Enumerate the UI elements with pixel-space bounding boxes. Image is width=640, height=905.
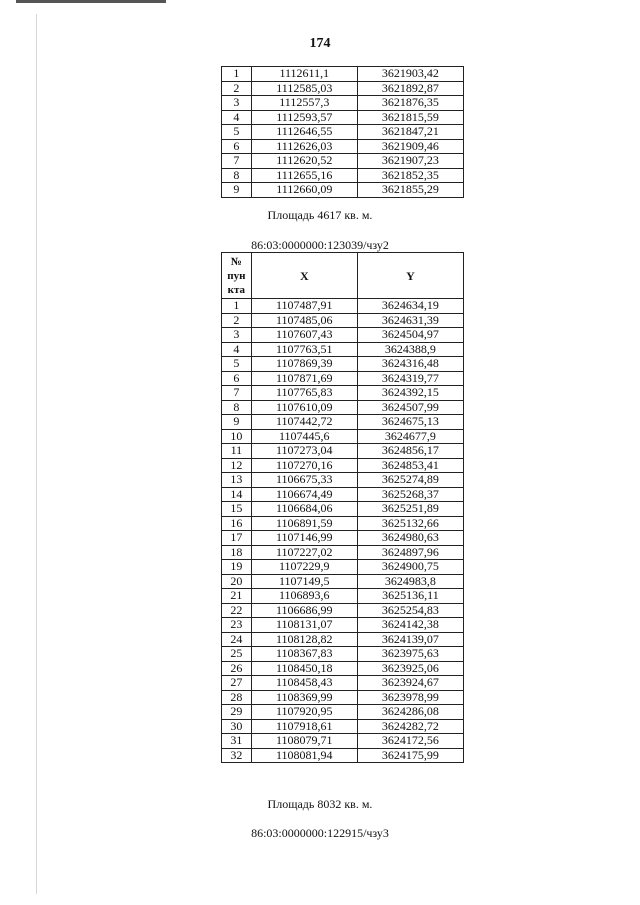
point-number-cell: 2 <box>222 313 252 328</box>
table-row <box>222 357 464 372</box>
x-coordinate-cell: 1107227,02 <box>251 545 357 560</box>
table-row <box>222 168 464 183</box>
y-coordinate-cell: 3621852,35 <box>357 168 463 183</box>
table-row <box>222 589 464 604</box>
x-coordinate-cell: 1112593,57 <box>251 110 357 125</box>
table-row <box>222 748 464 763</box>
x-coordinate-cell: 1112655,16 <box>251 168 357 183</box>
point-number-cell: 28 <box>222 690 252 705</box>
point-number-cell: 32 <box>222 748 252 763</box>
table-row <box>222 154 464 169</box>
y-coordinate-cell: 3623975,63 <box>357 647 463 662</box>
parcel-number-3: 86:03:0000000:122915/чзу3 <box>251 826 389 840</box>
x-coordinate-cell: 1107229,9 <box>251 560 357 575</box>
table-row <box>222 444 464 459</box>
point-number-cell: 5 <box>222 125 252 140</box>
y-coordinate-cell: 3624853,41 <box>357 458 463 473</box>
x-coordinate-cell: 1108450,18 <box>251 661 357 676</box>
scan-edge-line <box>16 0 166 3</box>
point-number-cell: 24 <box>222 632 252 647</box>
y-coordinate-cell: 3621876,35 <box>357 96 463 111</box>
area-caption-2: Площадь 8032 кв. м. <box>267 797 373 811</box>
x-coordinate-cell: 1108128,82 <box>251 632 357 647</box>
point-number-cell: 4 <box>222 342 252 357</box>
point-number-cell: 1 <box>222 67 252 82</box>
y-coordinate-cell: 3625274,89 <box>357 473 463 488</box>
y-coordinate-cell: 3625268,37 <box>357 487 463 502</box>
point-number-cell: 20 <box>222 574 252 589</box>
point-number-cell: 23 <box>222 618 252 633</box>
x-coordinate-cell: 1107442,72 <box>251 415 357 430</box>
y-coordinate-cell: 3624392,15 <box>357 386 463 401</box>
table-row <box>222 574 464 589</box>
y-coordinate-cell: 3624677,9 <box>357 429 463 444</box>
table-row <box>222 429 464 444</box>
point-number-cell: 6 <box>222 139 252 154</box>
x-coordinate-cell: 1107273,04 <box>251 444 357 459</box>
x-coordinate-cell: 1107610,09 <box>251 400 357 415</box>
y-coordinate-cell: 3624983,8 <box>357 574 463 589</box>
y-coordinate-cell: 3625254,83 <box>357 603 463 618</box>
x-coordinate-cell: 1107146,99 <box>251 531 357 546</box>
table-row <box>222 690 464 705</box>
point-number-cell: 14 <box>222 487 252 502</box>
point-number-cell: 21 <box>222 589 252 604</box>
table-row <box>222 705 464 720</box>
x-coordinate-cell: 1107869,39 <box>251 357 357 372</box>
y-coordinate-cell: 3624142,38 <box>357 618 463 633</box>
point-number-cell: 4 <box>222 110 252 125</box>
point-number-cell: 22 <box>222 603 252 618</box>
area-caption-1: Площадь 4617 кв. м. <box>267 208 373 222</box>
point-number-cell: 18 <box>222 545 252 560</box>
table-row <box>222 618 464 633</box>
point-number-cell: 6 <box>222 371 252 386</box>
y-coordinate-cell: 3621847,21 <box>357 125 463 140</box>
y-column-header: Y <box>357 253 463 299</box>
table-row <box>222 313 464 328</box>
x-coordinate-cell: 1108367,83 <box>251 647 357 662</box>
parcel-number-2: 86:03:0000000:123039/чзу2 <box>251 238 389 252</box>
point-number-cell: 3 <box>222 96 252 111</box>
point-number-cell: 7 <box>222 386 252 401</box>
point-number-cell: 30 <box>222 719 252 734</box>
x-coordinate-cell: 1108079,71 <box>251 734 357 749</box>
table-row <box>222 96 464 111</box>
table-row <box>222 400 464 415</box>
y-coordinate-cell: 3624319,77 <box>357 371 463 386</box>
table-row <box>222 734 464 749</box>
y-coordinate-cell: 3624388,9 <box>357 342 463 357</box>
table-row <box>222 110 464 125</box>
table-row <box>222 676 464 691</box>
table-row <box>222 632 464 647</box>
point-number-cell: 9 <box>222 183 252 198</box>
x-coordinate-cell: 1107485,06 <box>251 313 357 328</box>
x-coordinate-cell: 1112620,52 <box>251 154 357 169</box>
x-coordinate-cell: 1112611,1 <box>251 67 357 82</box>
table-row <box>222 647 464 662</box>
point-number-cell: 16 <box>222 516 252 531</box>
y-coordinate-cell: 3624900,75 <box>357 560 463 575</box>
table-header-row <box>222 253 464 299</box>
point-number-cell: 3 <box>222 328 252 343</box>
y-coordinate-cell: 3621892,87 <box>357 81 463 96</box>
x-coordinate-cell: 1108458,43 <box>251 676 357 691</box>
x-coordinate-cell: 1106686,99 <box>251 603 357 618</box>
table-row <box>222 342 464 357</box>
point-number-cell: 25 <box>222 647 252 662</box>
x-coordinate-cell: 1106891,59 <box>251 516 357 531</box>
y-coordinate-cell: 3625132,66 <box>357 516 463 531</box>
y-coordinate-cell: 3625251,89 <box>357 502 463 517</box>
y-coordinate-cell: 3624504,97 <box>357 328 463 343</box>
table-row <box>222 603 464 618</box>
x-coordinate-cell: 1107920,95 <box>251 705 357 720</box>
point-number-header: № пун кта <box>222 253 252 299</box>
y-coordinate-cell: 3624175,99 <box>357 748 463 763</box>
x-coordinate-cell: 1108369,99 <box>251 690 357 705</box>
table-row <box>222 415 464 430</box>
point-number-cell: 15 <box>222 502 252 517</box>
table-row <box>222 560 464 575</box>
y-coordinate-cell: 3621855,29 <box>357 183 463 198</box>
table-row <box>222 531 464 546</box>
y-coordinate-cell: 3621909,46 <box>357 139 463 154</box>
x-coordinate-cell: 1107270,16 <box>251 458 357 473</box>
x-coordinate-cell: 1112646,55 <box>251 125 357 140</box>
table-row <box>222 545 464 560</box>
point-number-cell: 11 <box>222 444 252 459</box>
point-number-cell: 8 <box>222 400 252 415</box>
table-row <box>222 458 464 473</box>
y-coordinate-cell: 3624139,07 <box>357 632 463 647</box>
x-coordinate-cell: 1108081,94 <box>251 748 357 763</box>
scan-margin-line <box>36 14 37 894</box>
point-number-cell: 17 <box>222 531 252 546</box>
y-coordinate-cell: 3624507,99 <box>357 400 463 415</box>
point-number-cell: 31 <box>222 734 252 749</box>
x-coordinate-cell: 1107445,6 <box>251 429 357 444</box>
x-coordinate-cell: 1112585,03 <box>251 81 357 96</box>
y-coordinate-cell: 3624634,19 <box>357 299 463 314</box>
table-row <box>222 328 464 343</box>
table-row <box>222 661 464 676</box>
point-number-cell: 9 <box>222 415 252 430</box>
table-row <box>222 386 464 401</box>
y-coordinate-cell: 3624172,56 <box>357 734 463 749</box>
table-row <box>222 371 464 386</box>
coordinates-table-2-body <box>222 299 464 763</box>
point-number-cell: 1 <box>222 299 252 314</box>
y-coordinate-cell: 3621907,23 <box>357 154 463 169</box>
x-coordinate-cell: 1106674,49 <box>251 487 357 502</box>
table-row <box>222 719 464 734</box>
y-coordinate-cell: 3624631,39 <box>357 313 463 328</box>
point-number-cell: 27 <box>222 676 252 691</box>
table-row <box>222 487 464 502</box>
x-coordinate-cell: 1107763,51 <box>251 342 357 357</box>
table-row <box>222 502 464 517</box>
y-coordinate-cell: 3623978,99 <box>357 690 463 705</box>
y-coordinate-cell: 3623924,67 <box>357 676 463 691</box>
point-number-cell: 2 <box>222 81 252 96</box>
y-coordinate-cell: 3624316,48 <box>357 357 463 372</box>
x-coordinate-cell: 1107487,91 <box>251 299 357 314</box>
y-coordinate-cell: 3624980,63 <box>357 531 463 546</box>
y-coordinate-cell: 3624286,08 <box>357 705 463 720</box>
x-coordinate-cell: 1112660,09 <box>251 183 357 198</box>
x-coordinate-cell: 1107149,5 <box>251 574 357 589</box>
point-number-cell: 12 <box>222 458 252 473</box>
x-coordinate-cell: 1112626,03 <box>251 139 357 154</box>
table-row <box>222 139 464 154</box>
x-column-header: X <box>251 253 357 299</box>
x-coordinate-cell: 1106684,06 <box>251 502 357 517</box>
table-row <box>222 81 464 96</box>
x-coordinate-cell: 1106675,33 <box>251 473 357 488</box>
table-row <box>222 299 464 314</box>
point-number-cell: 10 <box>222 429 252 444</box>
table-row <box>222 67 464 82</box>
y-coordinate-cell: 3621815,59 <box>357 110 463 125</box>
y-coordinate-cell: 3621903,42 <box>357 67 463 82</box>
x-coordinate-cell: 1107607,43 <box>251 328 357 343</box>
x-coordinate-cell: 1108131,07 <box>251 618 357 633</box>
point-number-cell: 8 <box>222 168 252 183</box>
x-coordinate-cell: 1112557,3 <box>251 96 357 111</box>
x-coordinate-cell: 1107765,83 <box>251 386 357 401</box>
table-row <box>222 473 464 488</box>
point-number-cell: 26 <box>222 661 252 676</box>
point-number-cell: 13 <box>222 473 252 488</box>
x-coordinate-cell: 1107918,61 <box>251 719 357 734</box>
x-coordinate-cell: 1107871,69 <box>251 371 357 386</box>
x-coordinate-cell: 1106893,6 <box>251 589 357 604</box>
point-number-cell: 29 <box>222 705 252 720</box>
coordinates-table-2 <box>221 252 464 763</box>
point-number-cell: 7 <box>222 154 252 169</box>
y-coordinate-cell: 3624856,17 <box>357 444 463 459</box>
y-coordinate-cell: 3625136,11 <box>357 589 463 604</box>
table-row <box>222 516 464 531</box>
coordinates-table-1 <box>221 66 464 198</box>
y-coordinate-cell: 3624675,13 <box>357 415 463 430</box>
table-row <box>222 183 464 198</box>
y-coordinate-cell: 3623925,06 <box>357 661 463 676</box>
table-row <box>222 125 464 140</box>
page-number: 174 <box>309 36 331 51</box>
point-number-cell: 19 <box>222 560 252 575</box>
y-coordinate-cell: 3624282,72 <box>357 719 463 734</box>
y-coordinate-cell: 3624897,96 <box>357 545 463 560</box>
point-number-cell: 5 <box>222 357 252 372</box>
coordinates-table-1-body <box>222 67 464 198</box>
